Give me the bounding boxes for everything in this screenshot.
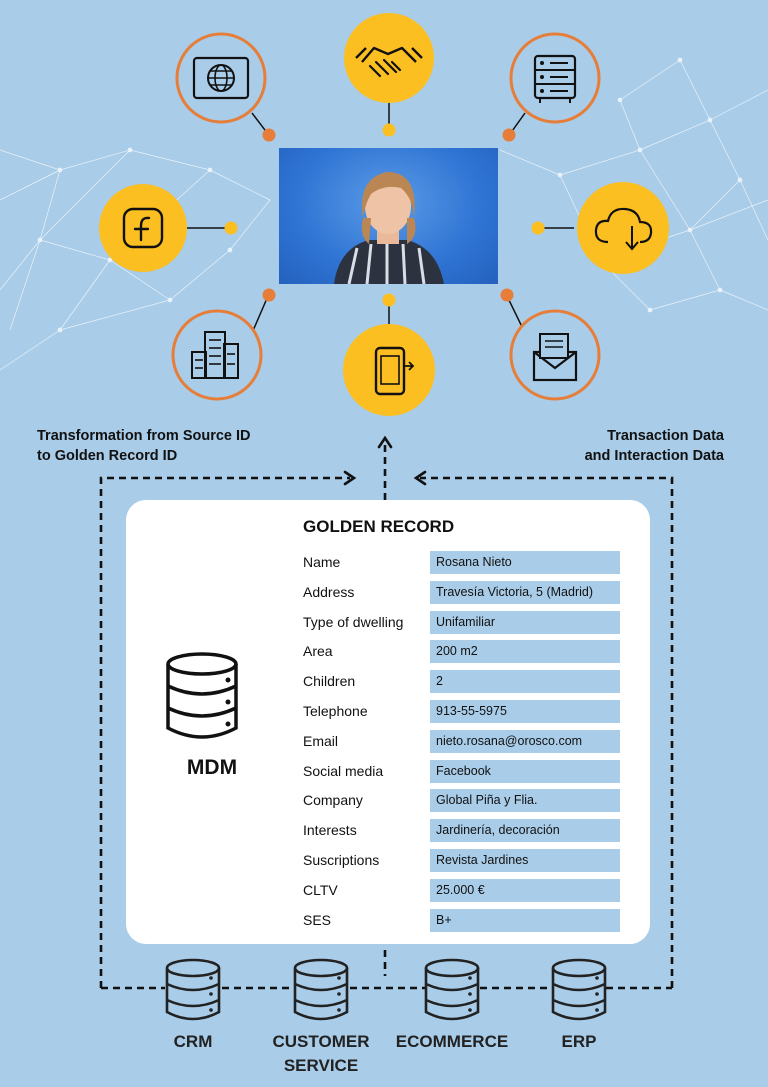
ecommerce-database-icon: [426, 960, 478, 1019]
source-label-line: CUSTOMER: [272, 1032, 370, 1051]
source-system-label: [509, 1030, 649, 1054]
record-field-value: Revista Jardines: [430, 849, 620, 872]
record-field-value: Global Piña y Flia.: [430, 789, 620, 812]
caption-line: Transaction Data: [607, 428, 724, 444]
record-field-value: Facebook: [430, 760, 620, 783]
record-field-value: 200 m2: [430, 640, 620, 663]
golden-record-title: GOLDEN RECORD: [303, 517, 455, 536]
record-field-label: Area: [303, 643, 333, 660]
record-field-label: CLTV: [303, 881, 338, 898]
record-field-label: Telephone: [303, 702, 368, 719]
record-field-value: 25.000 €: [430, 879, 620, 902]
record-field-label: Type of dwelling: [303, 613, 404, 630]
record-field-value: Jardinería, decoración: [430, 819, 620, 842]
record-field-value: Rosana Nieto: [430, 551, 620, 574]
source-label-line: SERVICE: [283, 1056, 359, 1075]
record-field-label: Interests: [303, 822, 357, 839]
record-field-value: 913-55-5975: [430, 700, 620, 723]
source-system-label: [251, 1030, 391, 1078]
source-label-line: ERP: [561, 1032, 597, 1051]
record-field-label: Name: [303, 554, 341, 570]
source-system-label: [123, 1030, 263, 1054]
record-field-label: Children: [303, 673, 356, 690]
record-field-value: Travesía Victoria, 5 (Madrid): [430, 581, 620, 604]
record-field-label: SES: [303, 911, 332, 928]
record-field-value: nieto.rosana@orosco.com: [430, 730, 620, 753]
record-field-value: B+: [430, 909, 620, 932]
caption-line: and Interaction Data: [584, 448, 724, 464]
record-field-label: Social media: [303, 762, 384, 779]
record-field-value: 2: [430, 670, 620, 693]
customer-service-database-icon: [295, 960, 347, 1019]
record-field-label: Company: [303, 792, 363, 809]
crm-database-icon: [167, 960, 219, 1019]
record-field-label: Address: [303, 583, 355, 600]
source-label-line: CRM: [173, 1032, 213, 1051]
source-system-label: [382, 1030, 522, 1054]
record-field-value: Unifamiliar: [430, 611, 620, 634]
caption-line: Transformation from Source ID: [37, 428, 251, 444]
source-label-line: ECOMMERCE: [395, 1032, 509, 1051]
erp-database-icon: [553, 960, 605, 1019]
caption-line: to Golden Record ID: [37, 448, 178, 464]
record-field-label: Email: [303, 732, 339, 749]
mdm-label: MDM: [186, 756, 238, 779]
record-field-label: Suscriptions: [303, 851, 380, 868]
